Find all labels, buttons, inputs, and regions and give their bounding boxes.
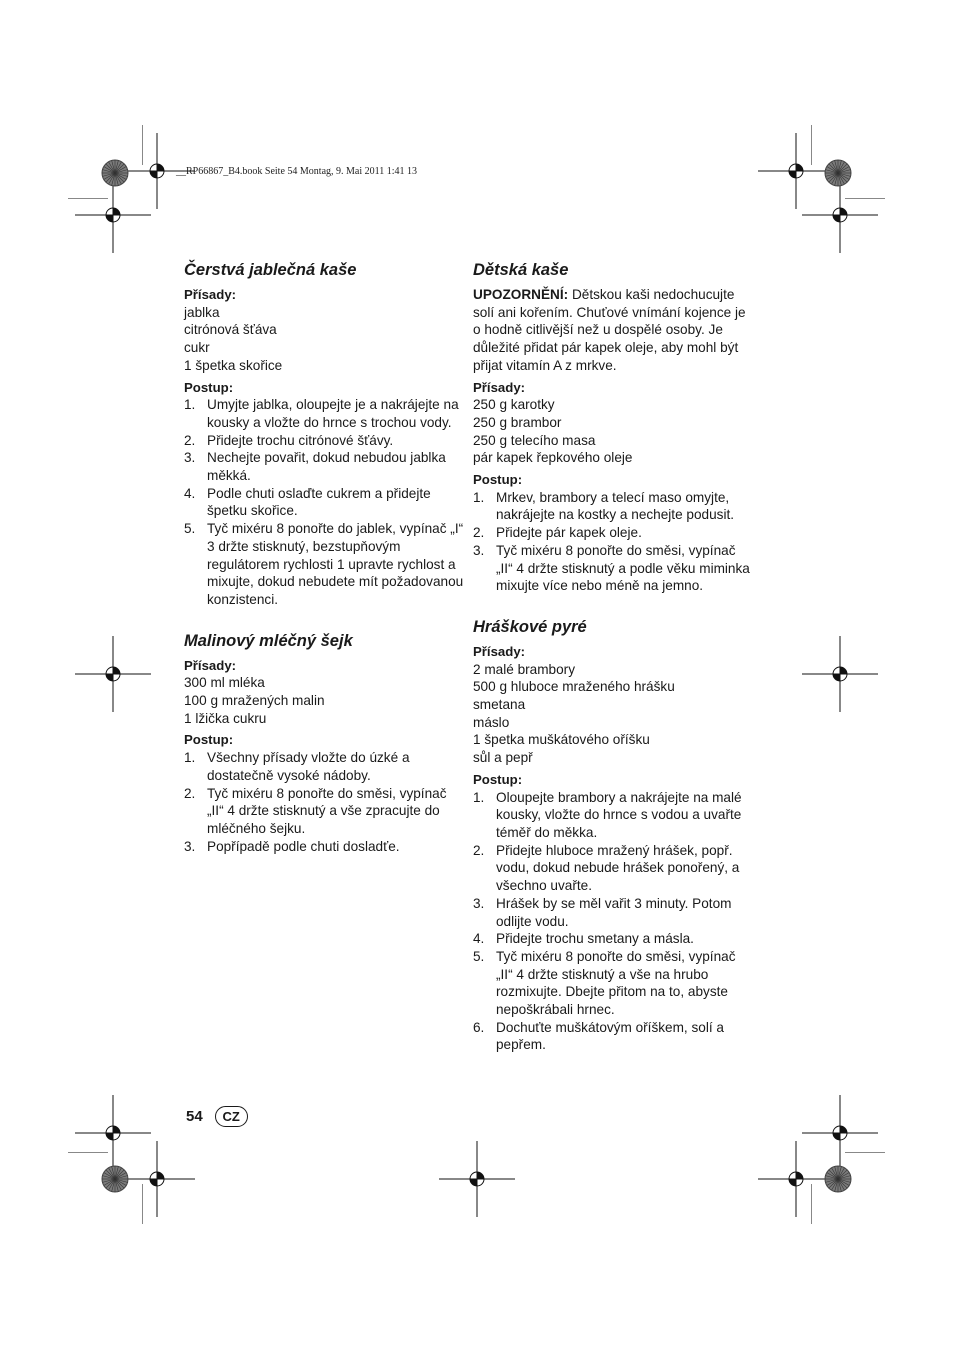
ingredient-item: 1 špetka muškátového oříšku [473, 732, 650, 748]
ingredient-list [473, 661, 755, 767]
steps-label: Postup: [473, 771, 523, 787]
step-text: Tyč mixéru 8 ponořte do jablek, vypínač „I“ 3 držte stisknutý, bezstupňovým regulátorem rychlosti 1 upravte rychlost a mixujte, dokud nebudete mít požadovanou konzistenci. [207, 521, 464, 607]
step-list [473, 489, 755, 595]
step-text: Mrkev, brambory a telecí maso omyjte, nakrájejte na kostky a nechejte podusit. [496, 489, 735, 523]
registration-disk-icon [100, 1164, 130, 1194]
ingredient-item: pár kapek řepkového oleje [473, 450, 633, 466]
ingredient-item: 250 g telecího masa [473, 432, 596, 448]
ingredient-item: citrónová šťáva [184, 322, 277, 338]
ingredients-label: Přísady: [473, 643, 526, 659]
step-text: Nechejte povařit, dokud nebudou jablka měkká. [207, 450, 446, 484]
crop-line [68, 198, 108, 199]
step-list [184, 396, 464, 608]
ingredient-list [184, 304, 464, 375]
step-list [184, 749, 464, 855]
step-number: 4. [184, 485, 196, 501]
step-number: 3. [473, 542, 485, 558]
step-item [184, 785, 464, 838]
ingredient-item: smetana [473, 697, 526, 713]
registration-crosshair-icon [73, 634, 153, 714]
step-item [473, 789, 755, 842]
recipe-pea-puree [473, 617, 755, 1054]
ingredient-item: sůl a pepř [473, 750, 533, 766]
crop-line [68, 1152, 108, 1153]
ingredient-list [473, 396, 755, 467]
step-number: 4. [473, 931, 485, 947]
page-number: 54 [186, 1108, 203, 1125]
step-item [473, 948, 755, 1019]
steps-label: Postup: [184, 379, 234, 395]
step-number: 5. [184, 521, 196, 537]
ingredients-label: Přísady: [184, 657, 237, 673]
step-text: Přidejte trochu citrónové šťávy. [207, 432, 394, 448]
ingredient-item: cukr [184, 340, 210, 356]
step-number: 2. [473, 842, 485, 858]
ingredient-item: 1 lžička cukru [184, 710, 267, 726]
ingredient-list [184, 674, 464, 727]
step-number: 3. [184, 450, 196, 466]
step-number: 3. [184, 838, 196, 854]
ingredient-item: 1 špetka skořice [184, 357, 283, 373]
step-item [184, 396, 464, 431]
step-item [184, 520, 464, 609]
step-text: Dochuťte muškátovým oříškem, solí a pepřem. [496, 1019, 724, 1053]
step-text: Přidejte trochu smetany a másla. [496, 931, 694, 947]
step-number: 1. [473, 489, 485, 505]
ingredient-item: 500 g hluboce mraženého hrášku [473, 679, 675, 695]
step-number: 2. [184, 432, 196, 448]
step-item [473, 930, 755, 948]
ingredients-label: Přísady: [184, 287, 237, 302]
recipe-title: Čerstvá jablečná kaše [184, 261, 357, 279]
step-number: 1. [184, 397, 196, 413]
step-number: 2. [184, 785, 196, 801]
crop-line [811, 1184, 812, 1224]
recipe-baby-puree [473, 260, 755, 595]
step-text: Hrášek by se měl vařit 3 minuty. Potom odlijte vodu. [496, 895, 732, 929]
recipe-title: Dětská kaše [473, 261, 569, 279]
step-item [184, 838, 464, 856]
right-column [473, 260, 755, 1054]
step-list [473, 789, 755, 1055]
step-text: Oloupejte brambory a nakrájejte na malé kousky, vložte do hrnce s vodou a uvařte téměř do měkka. [496, 789, 742, 840]
step-text: Všechny přísady vložte do úzké a dostatečně vysoké nádoby. [207, 750, 410, 783]
step-item [184, 449, 464, 484]
steps-label: Postup: [184, 732, 234, 748]
crop-line [142, 125, 143, 165]
step-number: 1. [184, 750, 196, 766]
steps-label: Postup: [473, 472, 523, 488]
recipe-title: Malinový mléčný šejk [184, 631, 353, 650]
ingredient-item: 2 malé brambory [473, 661, 575, 677]
step-item [184, 485, 464, 520]
step-text: Přidejte hluboce mražený hrášek, popř. vodu, dokud nebude hrášek ponořený, a všechno uvařte. [496, 842, 740, 894]
registration-disk-icon [823, 1164, 853, 1194]
step-text: Tyč mixéru 8 ponořte do směsi, vypínač „II“ 4 držte stisknutý a vše zpracujte do mléčného šejku. [207, 785, 447, 836]
recipe-raspberry-shake [184, 631, 464, 856]
page-footer [186, 1106, 248, 1127]
ingredient-item: 250 g karotky [473, 397, 555, 413]
print-header: __RP66867_B4.book Seite 54 Montag, 9. Mai 2011 1:41 13 [176, 166, 418, 177]
step-item [473, 895, 755, 930]
recipe-title: Hráškové pyré [473, 617, 587, 636]
step-text: Podle chuti oslaďte cukrem a přidejte špetku skořice. [207, 485, 431, 519]
step-item [473, 842, 755, 895]
step-item [473, 489, 755, 524]
ingredient-item: máslo [473, 714, 510, 730]
step-number: 2. [473, 525, 485, 541]
registration-crosshair-icon [800, 634, 880, 714]
warning-label: UPOZORNĚNÍ: [473, 287, 569, 302]
step-item [184, 749, 464, 784]
step-text: Popřípadě podle chuti dosladťe. [207, 838, 400, 854]
step-text: Tyč mixéru 8 ponořte do směsi, vypínač „II“ 4 držte stisknutý a vše na hrubo rozmixujte. Dbejte přitom na to, abyste nepoškrábali hrnec. [496, 948, 736, 1018]
crop-line [845, 198, 885, 199]
ingredient-item: 250 g brambor [473, 414, 562, 430]
registration-crosshair-icon [437, 1139, 517, 1219]
registration-disk-icon [100, 158, 130, 188]
crop-line [142, 1184, 143, 1224]
step-item [473, 542, 755, 595]
crop-line [845, 1152, 885, 1153]
step-number: 1. [473, 789, 485, 805]
step-item [473, 1019, 755, 1054]
step-item [473, 524, 755, 542]
registration-disk-icon [823, 158, 853, 188]
left-column [184, 260, 464, 855]
step-number: 5. [473, 948, 485, 964]
ingredient-item: 100 g mražených malin [184, 693, 325, 709]
warning-text: Dětskou kaši nedochucujte solí ani kořením. Chuťové vnímání kojence je o hodně citlivější než u dospělé osoby. Je důležité přidat pár kapek oleje, aby mohl být přijat vitamín A z mrkve. [473, 287, 746, 373]
step-number: 6. [473, 1019, 485, 1035]
step-text: Přidejte pár kapek oleje. [496, 525, 642, 541]
step-text: Umyjte jablka, oloupejte je a nakrájejte na kousky a vložte do hrnce s trochou vody. [207, 397, 459, 430]
language-badge: CZ [215, 1106, 248, 1127]
step-number: 3. [473, 895, 485, 911]
recipe-apple-sauce [184, 260, 464, 609]
ingredient-item: 300 ml mléka [184, 675, 265, 691]
ingredients-label: Přísady: [473, 379, 526, 395]
crop-line [811, 125, 812, 165]
step-text: Tyč mixéru 8 ponořte do směsi, vypínač „II“ 4 držte stisknutý a podle věku miminka mixujte více nebo méně na jemno. [496, 542, 750, 594]
ingredient-item: jablka [184, 304, 220, 320]
warning-note [473, 286, 755, 375]
step-item [184, 432, 464, 450]
